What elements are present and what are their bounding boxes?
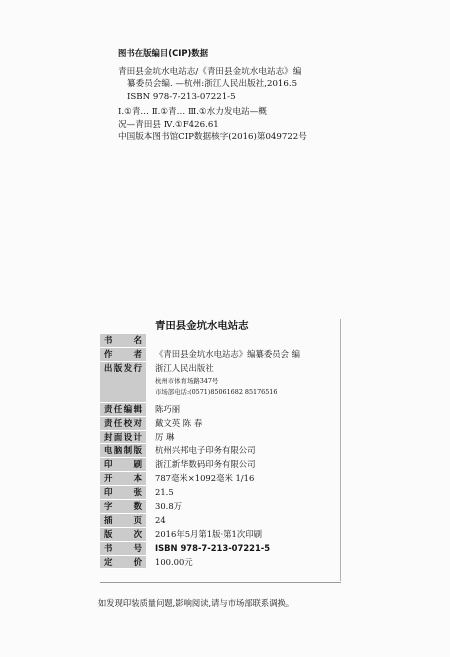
value-sheets: 21.5: [155, 487, 174, 498]
label-format: 开本: [100, 472, 146, 486]
row-cover: [100, 431, 340, 445]
value-proofreader: 戴文英 陈 春: [155, 417, 203, 428]
label-plates: 插页: [100, 514, 146, 528]
row-author: [100, 348, 340, 362]
label-price: 定价: [100, 556, 146, 570]
value-edition: 2016年5月第1版·第1次印刷: [155, 528, 262, 539]
label-printing: 印刷: [100, 458, 146, 472]
label-typesetting: 电脑制版: [100, 444, 146, 458]
value-publisher: 浙江人民出版社: [155, 362, 214, 373]
publisher-block: [146, 362, 277, 398]
label-edition: 版次: [100, 528, 146, 542]
value-format: 787毫米×1092毫米 1/16: [155, 473, 255, 484]
row-words: [100, 500, 340, 514]
label-author: 作者: [100, 348, 146, 362]
row-publisher: [100, 362, 340, 403]
value-price: 100.00元: [155, 556, 193, 567]
row-printing: [100, 458, 340, 472]
row-plates: [100, 514, 340, 528]
cip-heading: 图书在版编目(CIP)数据: [118, 48, 209, 58]
row-sheets: [100, 486, 340, 500]
value-editor: 陈巧丽: [155, 403, 181, 414]
cip-line-6: 中国版本图书馆CIP数据核字(2016)第049722号: [118, 132, 307, 143]
value-isbn: ISBN 978-7-213-07221-5: [155, 542, 271, 553]
cip-line-4: Ⅰ.①青… Ⅱ.①青… Ⅲ.①水力发电站—概: [118, 107, 267, 118]
row-book-name: [100, 334, 340, 348]
row-edition: [100, 528, 340, 542]
value-words: 30.8万: [155, 501, 183, 512]
colophon-rows: [100, 334, 340, 569]
value-typesetting: 杭州兴邦电子印务有限公司: [155, 445, 256, 456]
label-cover: 封面设计: [100, 431, 146, 445]
cip-data-block: [118, 48, 333, 143]
cip-line-2: 纂委员会编. —杭州:浙江人民出版社,2016.5: [127, 79, 298, 90]
label-isbn: 书号: [100, 542, 146, 556]
label-proofreader: 责任校对: [100, 417, 146, 431]
value-plates: 24: [155, 514, 166, 525]
value-cover: 厉 琳: [155, 431, 175, 442]
cip-line-1: 青田县金坑水电站志/《青田县金坑水电站志》编: [118, 67, 302, 77]
label-publisher: 出版发行: [100, 362, 146, 403]
row-format: [100, 472, 340, 486]
value-author: 《青田县金坑水电站志》编纂委员会 编: [155, 348, 301, 359]
book-title: 青田县金坑水电站志: [155, 320, 249, 332]
cip-line-isbn: ISBN 978-7-213-07221-5: [127, 91, 236, 102]
label-sheets: 印张: [100, 486, 146, 500]
value-address: 杭州市体育场路347号: [155, 376, 219, 385]
label-editor: 责任编辑: [100, 403, 146, 417]
row-typesetting: [100, 444, 340, 458]
value-phone: 市场部电话:(0571)85061682 85176516: [155, 387, 278, 396]
label-book-name: 书名: [100, 334, 146, 348]
row-price: [100, 556, 340, 570]
row-editor: [100, 403, 340, 417]
colophon-right-rule: [340, 319, 341, 581]
row-isbn: [100, 542, 340, 556]
quality-notice: 如发现印装质量问题,影响阅读,请与市场部联系调换。: [98, 598, 295, 608]
value-printing: 浙江新华数码印务有限公司: [155, 459, 256, 470]
cip-line-5: 况—青田县 Ⅳ.①F426.61: [118, 119, 219, 130]
colophon-bottom-rule: [100, 582, 341, 583]
row-proofreader: [100, 417, 340, 431]
label-words: 字数: [100, 500, 146, 514]
